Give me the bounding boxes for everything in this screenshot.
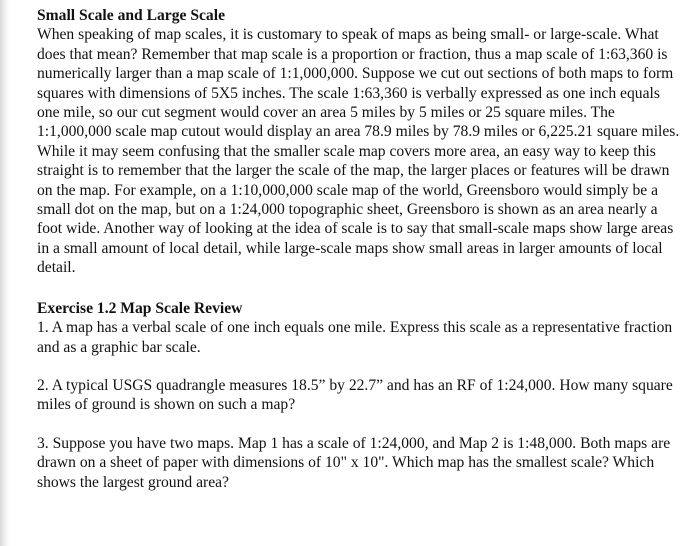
question-2: 2. A typical USGS quadrangle measures 18.5” by 22.7” and has an RF of 1:24,000. How many square miles of ground is shown on such a map? <box>37 376 673 414</box>
question-1: 1. A map has a verbal scale of one inch equals one mile. Express this scale as a representative fraction and as a graphic bar scale. <box>37 319 673 356</box>
question-3: 3. Suppose you have two maps. Map 1 has a scale of 1:24,000, and Map 2 is 1:48,000. Both maps are drawn on a sheet of paper with dimensions of 10" x 10". Which map has the smallest scale? Which shows the largest ground area? <box>37 434 671 491</box>
section-body: When speaking of map scales, it is customary to speak of maps as being small- or large-scale. What does that mean? Remember that map scale is a proportion or fraction, thus a map scale of 1:63,360 is numerically larger than a map scale of 1:1,000,000. Suppose we cut out sections of both maps to form squares with dimensions of 5X5 inches. The scale 1:63,360 is verbally expressed as one inch equals one mile, so our cut segment would cover an area 5 miles by 5 miles or 25 square miles. The 1:1,000,000 scale map cutout would display an area 78.9 miles by 78.9 miles or 6,225.21 square miles. While it may seem confusing that the smaller scale map covers more area, an easy way to keep this straight is to remember that the larger the scale of the map, the larger places or features will be drawn on the map. For example, on a 1:10,000,000 scale map of the world, Greensboro would simply be a small dot on the map, but on a 1:24,000 topographic sheet, Greensboro is shown as an area nearly a foot wide. Another way of looking at the idea of scale is to say that small-scale maps show large areas in a small amount of local detail, while large-scale maps show small areas in larger amounts of local detail. <box>37 26 680 277</box>
spacer <box>37 357 682 376</box>
exercise-heading: Exercise 1.2 Map Scale Review <box>37 299 243 317</box>
section-heading: Small Scale and Large Scale <box>37 7 225 24</box>
spacer <box>37 278 682 299</box>
spacer <box>37 415 682 434</box>
